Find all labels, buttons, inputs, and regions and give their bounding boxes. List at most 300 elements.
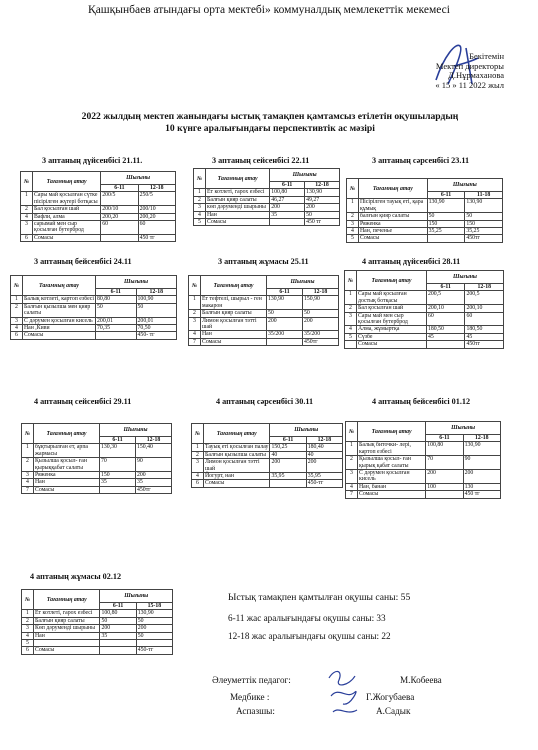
- table-row: [192, 480, 343, 487]
- age-group-header: 12-18: [138, 185, 175, 192]
- amount-12-18: 200: [136, 625, 172, 632]
- table-row: [22, 486, 172, 493]
- dish-name: Пісірілген тауық еті, қара құмық: [359, 199, 428, 213]
- row-number: 2: [347, 213, 359, 220]
- age-group-header: 6-11: [270, 437, 306, 444]
- dish-name: Нан: [34, 479, 100, 486]
- amount-6-11: 200/5: [101, 192, 138, 206]
- col-num-header: №: [11, 276, 23, 296]
- amount-6-11: 130,90: [427, 199, 465, 213]
- row-number: 3: [192, 459, 204, 473]
- menu-table: [346, 178, 503, 243]
- dish-name: Нан: [201, 331, 267, 338]
- approval-line: « 15 » 11 2022 жыл: [435, 79, 504, 90]
- age-group-header: 12-18: [463, 435, 500, 442]
- dish-name: Сомасы: [33, 234, 101, 241]
- col-name-header: Тағамның атау: [206, 169, 270, 189]
- row-number: 7: [189, 338, 201, 345]
- amount-12-18: 200: [305, 204, 340, 211]
- table-row: [22, 472, 172, 479]
- table-row: [192, 459, 343, 473]
- age-group-header: 12-18: [136, 289, 176, 296]
- dish-name: Сомасы: [359, 235, 428, 242]
- amount-12-18: 200: [306, 459, 342, 473]
- row-number: 4: [192, 473, 204, 480]
- row-number: 6: [11, 332, 23, 339]
- amount-12-18: 130,90: [463, 442, 500, 456]
- dish-name: Нан ,Киви: [23, 325, 96, 332]
- title-line: 2022 жылдың мектеп жанындағы ыстық тамақпен қамтамсыз етілетін оқушылардың: [81, 111, 459, 122]
- row-number: 2: [345, 305, 357, 312]
- amount-6-11: 70: [426, 456, 463, 470]
- amount-12-18: 35,95: [306, 473, 342, 480]
- age-group-header: 6-11: [96, 289, 136, 296]
- table-row: [345, 326, 504, 333]
- row-number: 2: [11, 303, 23, 317]
- social-pedagog-role: Әлеуметтік педагог:: [212, 675, 291, 685]
- approval-line: Бекітемін: [469, 51, 504, 61]
- table-header-row: [21, 172, 176, 185]
- age-group-header: 6-11: [270, 182, 305, 189]
- nurse-name: Г.Жогубаева: [366, 692, 415, 702]
- amount-6-11: 100: [426, 483, 463, 490]
- day-heading: 4 аптаның бейсенбісі 01.12: [372, 397, 471, 406]
- col-name-header: Тағамның атау: [34, 590, 100, 610]
- table-row: [346, 483, 501, 490]
- table-row: [347, 235, 503, 242]
- students-12-18: 12-18 жас аралығындағы оқушы саны: 22: [228, 631, 391, 641]
- amount-12-18: 450тг: [465, 341, 504, 348]
- amount-6-11: 35,25: [427, 228, 465, 235]
- table-header-row: [347, 179, 503, 192]
- row-number: 3: [346, 470, 358, 484]
- nurse-role: Медбике :: [230, 692, 270, 702]
- col-qty-header: Шығыны: [427, 179, 502, 192]
- amount-6-11: 200,01: [96, 317, 136, 324]
- table-row: [22, 458, 172, 472]
- table-row: [22, 617, 173, 624]
- table-row: [22, 647, 173, 654]
- approval-line: Мектеп директоры: [435, 60, 504, 71]
- table-row: [22, 444, 172, 458]
- row-number: 1: [11, 296, 23, 303]
- document-title: [20, 111, 520, 135]
- amount-6-11: [96, 332, 136, 339]
- dish-name: Нан, банан: [358, 483, 426, 490]
- age-group-header: 12-18: [303, 289, 339, 296]
- menu-table: [20, 171, 176, 242]
- col-num-header: №: [22, 590, 34, 610]
- table-header-row: [22, 424, 172, 437]
- table-row: [11, 325, 177, 332]
- table-row: [194, 204, 340, 211]
- dish-name: Ряженка: [34, 472, 100, 479]
- row-number: 5: [194, 219, 206, 226]
- dish-name: Балғын қияр салаты: [201, 310, 267, 317]
- signatures-scribble: [325, 666, 363, 720]
- amount-6-11: [270, 480, 306, 487]
- table-row: [189, 338, 339, 345]
- table-row: [345, 291, 504, 305]
- dish-name: [34, 640, 100, 647]
- amount-6-11: [426, 491, 463, 498]
- dish-name: Балғын қызылша салаты: [204, 451, 270, 458]
- col-num-header: №: [192, 424, 204, 444]
- amount-12-18: 150,40: [136, 444, 172, 458]
- row-number: 6: [21, 234, 33, 241]
- row-number: 4: [346, 483, 358, 490]
- row-number: 2: [22, 617, 34, 624]
- table-row: [22, 625, 173, 632]
- dish-name: Балық котлеті, картоп езбесі: [24, 296, 94, 303]
- col-name-header: Тағамның атау: [358, 422, 426, 442]
- table-row: [189, 296, 339, 310]
- amount-12-18: 90: [136, 458, 172, 472]
- row-number: 7: [22, 486, 34, 493]
- amount-6-11: [267, 338, 303, 345]
- col-qty-header: Шығыны: [101, 172, 176, 185]
- day-heading: 3 аптаның жұмасы 25.11: [218, 257, 309, 266]
- row-number: 4: [22, 632, 34, 639]
- row-number: 1: [345, 291, 357, 305]
- age-group-header: 12-18: [465, 284, 504, 291]
- age-group-header: 11-18: [465, 192, 503, 199]
- table-row: [22, 640, 173, 647]
- day-heading: 4 аптаның сейсенбісі 29.11: [34, 397, 132, 406]
- amount-6-11: [100, 640, 136, 647]
- amount-6-11: 80,80: [96, 296, 136, 303]
- amount-6-11: 130,90: [267, 296, 303, 310]
- day-heading: 4 аптаның жұмасы 02.12: [30, 572, 122, 581]
- age-group-header: 6-11: [267, 289, 303, 296]
- table-row: [189, 310, 339, 317]
- col-num-header: №: [189, 276, 201, 296]
- row-number: 6: [22, 647, 34, 654]
- amount-6-11: 45: [426, 333, 465, 340]
- dish-name: Йогурт, нан: [204, 473, 270, 480]
- dish-name: Тауық еті қосылған палау: [205, 444, 269, 451]
- amount-12-18: 45: [465, 333, 504, 340]
- dish-name: Лимон қосылған тәтті шай: [204, 459, 270, 473]
- amount-6-11: 50: [100, 617, 136, 624]
- row-number: 1: [22, 444, 34, 458]
- amount-6-11: 150: [427, 220, 465, 227]
- amount-6-11: 50: [96, 303, 136, 317]
- age-group-header: 6-11: [427, 192, 465, 199]
- amount-12-18: 50: [303, 310, 339, 317]
- table-row: [346, 470, 501, 484]
- amount-6-11: [100, 486, 136, 493]
- dish-name: Сомасы: [357, 341, 427, 348]
- col-num-header: №: [194, 169, 206, 189]
- dish-name: Сомасы: [34, 647, 100, 654]
- dish-name: Балғын қияр салаты: [34, 617, 100, 624]
- col-name-header: Тағамның атау: [33, 172, 101, 192]
- day-heading: 3 аптаның сәрсенбісі 23.11: [372, 156, 470, 165]
- dish-name: Сомасы: [34, 486, 100, 493]
- dish-name: Ет котлеті, гарох езбесі: [34, 610, 100, 617]
- table-row: [11, 296, 177, 303]
- dish-name: Ряженка: [359, 220, 428, 227]
- menu-table: [10, 275, 177, 340]
- table-row: [21, 234, 176, 241]
- cook-role: Аспазшы:: [236, 706, 275, 716]
- col-num-header: №: [21, 172, 33, 192]
- row-number: 4: [194, 211, 206, 218]
- day-heading: 4 аптаның сәрсенбісі 30.11: [216, 397, 314, 406]
- dish-name: С дәрумен қосылған кисель: [23, 317, 96, 324]
- amount-12-18: 200: [303, 317, 339, 331]
- row-number: 2: [192, 451, 204, 458]
- table-row: [194, 211, 340, 218]
- amount-6-11: 100,80: [426, 442, 463, 456]
- table-row: [346, 442, 501, 456]
- amount-12-18: 150: [465, 220, 503, 227]
- table-header-row: [346, 422, 501, 435]
- amount-12-18: 200,01: [136, 317, 176, 324]
- dish-name: Нан, печенье: [359, 228, 428, 235]
- col-num-header: №: [346, 422, 358, 442]
- col-name-header: Тағамның атау: [359, 179, 428, 199]
- col-qty-header: Шығыны: [270, 424, 343, 437]
- row-number: 4: [21, 213, 33, 220]
- amount-6-11: 46,27: [270, 196, 305, 203]
- table-row: [192, 444, 343, 451]
- col-qty-header: Шығыны: [100, 590, 173, 603]
- amount-6-11: 35: [270, 211, 305, 218]
- dish-name: Сары май мен сыр қосылған бутерброд: [357, 312, 427, 326]
- amount-12-18: 35,25: [465, 228, 503, 235]
- col-qty-header: Шығыны: [270, 169, 340, 182]
- table-header-row: [194, 169, 340, 182]
- amount-6-11: 35: [100, 479, 136, 486]
- dish-name: Сомасы: [23, 332, 96, 339]
- table-row: [194, 219, 340, 226]
- amount-12-18: 450тг: [136, 486, 172, 493]
- dish-name: Бал қосылған шай: [33, 206, 101, 213]
- amount-12-18: 250/5: [138, 192, 175, 206]
- table-header-row: [11, 276, 177, 289]
- age-group-header: 12-18: [305, 182, 340, 189]
- amount-6-11: 200: [426, 470, 463, 484]
- col-qty-header: Шығыны: [267, 276, 339, 289]
- table-row: [22, 479, 172, 486]
- dish-name: көп дәрумендi шырыны: [206, 204, 270, 211]
- row-number: 4: [11, 325, 23, 332]
- amount-12-18: 70,50: [136, 325, 176, 332]
- row-number: 7: [346, 491, 358, 498]
- dish-name: Сары май қосылған достық ботқасы: [357, 291, 427, 305]
- dish-name: Сары май қосылған сүтке пісірілген жүгері ботқасы: [33, 192, 101, 206]
- row-number: 2: [346, 456, 358, 470]
- row-number: 4: [189, 331, 201, 338]
- dish-name: Вафли, алмa: [33, 213, 101, 220]
- table-row: [21, 213, 176, 220]
- table-row: [189, 317, 339, 331]
- amount-6-11: 35,95: [270, 473, 306, 480]
- amount-12-18: 450тг: [465, 235, 503, 242]
- dish-name: Сомасы: [204, 480, 270, 487]
- amount-12-18: 130,90: [136, 610, 172, 617]
- amount-6-11: 200,10: [426, 305, 465, 312]
- col-name-header: Тағамның атау: [201, 276, 267, 296]
- col-num-header: №: [345, 271, 357, 291]
- amount-6-11: 60: [426, 312, 465, 326]
- table-row: [345, 333, 504, 340]
- amount-6-11: [101, 234, 138, 241]
- amount-12-18: 450 тг: [305, 219, 340, 226]
- menu-table: [191, 423, 343, 488]
- age-group-header: 6-11: [100, 603, 136, 610]
- cook-name: А.Садык: [376, 706, 411, 716]
- school-header: Қашқынбаев атындағы орта мектебі» коммуналдық мемлекеттік мекемесі: [88, 4, 450, 16]
- amount-12-18: 40: [306, 451, 342, 458]
- row-number: 5: [345, 333, 357, 340]
- menu-table: [188, 275, 339, 346]
- total-students: Ыстық тамақпен қамтылған оқушы саны: 55: [228, 592, 411, 603]
- amount-6-11: 150: [100, 472, 136, 479]
- dish-name: балғын қияр салаты: [359, 213, 428, 220]
- dish-name: Балғын қызылша мен қияр салаты: [23, 303, 96, 317]
- amount-12-18: 50: [305, 211, 340, 218]
- dish-name: Сомасы: [358, 491, 426, 498]
- dish-name: Лимон қосылған тәтті шай: [201, 317, 267, 331]
- amount-6-11: 180,50: [426, 326, 465, 333]
- col-qty-header: Шығыны: [100, 424, 172, 437]
- amount-12-18: 150,90: [303, 296, 339, 310]
- row-number: 5: [347, 235, 359, 242]
- age-group-header: 6-11: [426, 284, 465, 291]
- amount-12-18: 49,27: [305, 196, 340, 203]
- amount-12-18: 35: [136, 479, 172, 486]
- amount-12-18: 200,20: [138, 213, 175, 220]
- col-num-header: №: [22, 424, 34, 444]
- row-number: 5: [22, 640, 34, 647]
- table-row: [11, 332, 177, 339]
- row-number: 4: [22, 479, 34, 486]
- row-number: 2: [22, 458, 34, 472]
- amount-6-11: 200: [270, 459, 306, 473]
- amount-12-18: 100,90: [136, 296, 176, 303]
- amount-6-11: 70,35: [96, 325, 136, 332]
- dish-name: Қызылша қосыл- ған қырық қабат салаты: [358, 456, 426, 470]
- table-header-row: [192, 424, 343, 437]
- approval-block: [384, 52, 504, 90]
- dish-name: Бал қосылған шай: [357, 305, 427, 312]
- age-group-header: 15-18: [136, 603, 172, 610]
- row-number: 1: [194, 189, 206, 196]
- table-row: [21, 192, 176, 206]
- table-header-row: [22, 590, 173, 603]
- row-number: 1: [346, 442, 358, 456]
- amount-6-11: 200: [267, 317, 303, 331]
- day-heading: 4 аптаның дүйсенбісі 28.11: [362, 257, 461, 266]
- amount-12-18: 450-тг: [306, 480, 342, 487]
- table-row: [345, 341, 504, 348]
- amount-6-11: 35/200: [267, 331, 303, 338]
- dish-name: Балғын қияр салаты: [206, 196, 270, 203]
- table-row: [347, 220, 503, 227]
- amount-12-18: 35/200: [303, 331, 339, 338]
- row-number: 1: [192, 444, 204, 451]
- amount-6-11: 100,80: [100, 610, 136, 617]
- age-group-header: 12-18: [306, 437, 342, 444]
- dish-name: Көп дәрумендi шырыны: [34, 625, 100, 632]
- amount-12-18: 200,5: [465, 291, 504, 305]
- table-row: [346, 491, 501, 498]
- col-name-header: Тағамның атау: [204, 424, 270, 444]
- row-number: [345, 341, 357, 348]
- table-row: [11, 303, 177, 317]
- age-group-header: 6-11: [100, 437, 136, 444]
- table-row: [189, 331, 339, 338]
- dish-name: Алма, жұмыртқа: [357, 326, 427, 333]
- table-row: [345, 305, 504, 312]
- table-row: [346, 456, 501, 470]
- amount-12-18: 200/10: [138, 206, 175, 213]
- day-heading: 3 аптаның сейсенбісі 22.11: [212, 156, 310, 165]
- row-number: 3: [22, 625, 34, 632]
- amount-12-18: [136, 640, 172, 647]
- amount-6-11: 150,25: [270, 444, 306, 451]
- row-number: 3: [347, 220, 359, 227]
- amount-6-11: 200: [100, 625, 136, 632]
- dish-name: Нан: [34, 632, 100, 639]
- dish-name: сарымай мен сыр қосылған бутерброд: [33, 221, 101, 235]
- amount-12-18: 200: [463, 470, 500, 484]
- table-row: [347, 213, 503, 220]
- table-header-row: [189, 276, 339, 289]
- table-row: [347, 199, 503, 213]
- row-number: 3: [22, 472, 34, 479]
- dish-name: С дәрумен қосылған кисель: [358, 470, 426, 484]
- amount-12-18: 50: [465, 213, 503, 220]
- row-number: 2: [21, 206, 33, 213]
- age-group-header: 6-11: [426, 435, 463, 442]
- amount-6-11: [270, 219, 305, 226]
- amount-6-11: 50: [267, 310, 303, 317]
- menu-table: [21, 589, 173, 655]
- amount-12-18: 90: [463, 456, 500, 470]
- amount-6-11: 100,80: [270, 189, 305, 196]
- amount-6-11: 200,5: [426, 291, 465, 305]
- dish-name: Сомасы: [201, 338, 267, 345]
- col-name-header: Тағамның атау: [357, 271, 427, 291]
- age-group-header: 12-18: [136, 437, 172, 444]
- table-row: [347, 228, 503, 235]
- amount-12-18: 130,90: [305, 189, 340, 196]
- amount-6-11: 35: [100, 632, 136, 639]
- day-heading: 3 аптаның бейсенбісі 24.11: [34, 257, 132, 266]
- row-number: 3: [194, 204, 206, 211]
- col-qty-header: Шығыны: [426, 422, 501, 435]
- amount-12-18: 130,90: [465, 199, 503, 213]
- amount-12-18: 60: [465, 312, 504, 326]
- amount-6-11: 70: [100, 458, 136, 472]
- col-qty-header: Шығыны: [426, 271, 503, 284]
- table-row: [345, 312, 504, 326]
- amount-6-11: 130,30: [100, 444, 136, 458]
- table-row: [22, 610, 173, 617]
- table-row: [22, 632, 173, 639]
- age-group-header: 6-11: [101, 185, 138, 192]
- row-number: 1: [22, 610, 34, 617]
- dish-name: Нан: [206, 211, 270, 218]
- table-row: [21, 206, 176, 213]
- amount-12-18: 200: [136, 472, 172, 479]
- table-row: [11, 317, 177, 324]
- social-pedagog-name: М.Кобеева: [400, 675, 442, 685]
